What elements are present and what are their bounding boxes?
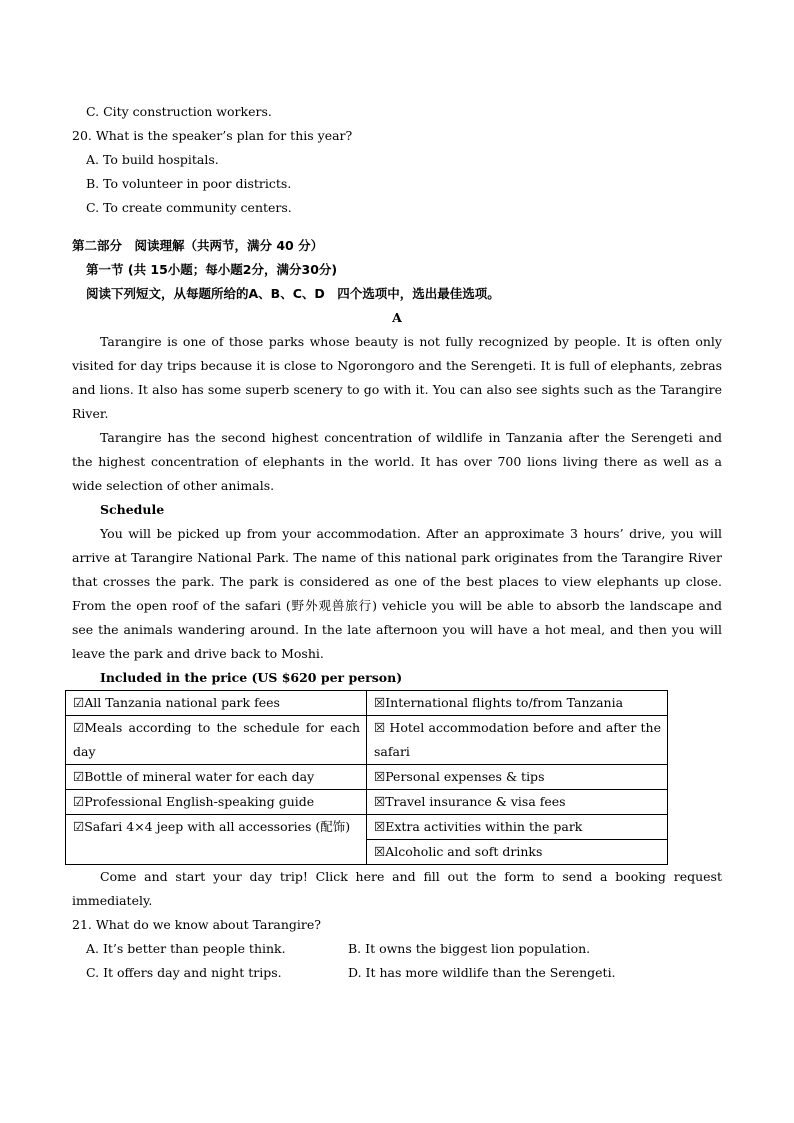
schedule-heading: Schedule (100, 502, 165, 517)
section-title: 第二部分 阅读理解（共两节，满分 40 分） (72, 238, 324, 253)
excluded-item: ☒International flights to/from Tanzania (367, 691, 668, 716)
passage-paragraph-2: Tarangire has the second highest concentration of wildlife in Tanzania after the Serengeti and the highest concentration of elephants in the world. It has over 700 lions living there as well as a wide selection of other animals. (72, 430, 722, 493)
table-row (66, 691, 668, 716)
included-item: ☑Safari 4×4 jeep with all accessories (配饰) (66, 815, 367, 865)
q20-option-c: C. To create community centers. (86, 200, 292, 215)
q19-option-c: C. City construction workers. (86, 104, 272, 119)
excluded-item: ☒ Hotel accommodation before and after the safari (367, 716, 668, 765)
q21-options-row-2 (72, 961, 722, 985)
q21-option-d: D. It has more wildlife than the Serengeti. (348, 965, 616, 980)
passage-paragraph-1: Tarangire is one of those parks whose beauty is not fully recognized by people. It is often only visited for day trips because it is close to Ngorongoro and the Serengeti. It is full of elephants, zebras and lions. It also has some superb scenery to go with it. You can also see sights such as the Tarangire River. (72, 334, 722, 421)
q21-option-b: B. It owns the biggest lion population. (348, 941, 591, 956)
table-row (66, 815, 668, 865)
price-heading: Included in the price (US $620 per person) (100, 670, 403, 685)
table-row (66, 716, 668, 765)
excluded-item: ☒Travel insurance & visa fees (367, 790, 668, 815)
included-item: ☑All Tanzania national park fees (66, 691, 367, 716)
passage-paragraph-3: You will be picked up from your accommodation. After an approximate 3 hours’ drive, you will arrive at Tarangire National Park. The name of this national park originates from the Tarangire River that crosses the park. The park is considered as one of the best places to view elephants up close. From the open roof of the safari (野外观兽旅行) vehicle you will be able to absorb the landscape and see the animals wandering around. In the late afternoon you will have a hot meal, and then you will leave the park and drive back to Moshi. (72, 526, 722, 661)
table-row (66, 765, 668, 790)
subsection-title: 第一节 (共 15小题；每小题2分，满分30分) (86, 262, 338, 277)
excluded-item: ☒Personal expenses & tips (367, 765, 668, 790)
passage-label: A (392, 310, 402, 325)
price-table (65, 690, 668, 865)
included-item: ☑Meals according to the schedule for each day (66, 716, 367, 765)
q21-option-c: C. It offers day and night trips. (86, 965, 282, 980)
excluded-items-group (367, 815, 668, 865)
q20-question: 20. What is the speaker’s plan for this year? (72, 128, 353, 143)
excluded-item: ☒Alcoholic and soft drinks (367, 839, 667, 864)
included-item: ☑Professional English-speaking guide (66, 790, 367, 815)
table-row (66, 790, 668, 815)
q20-option-a: A. To build hospitals. (86, 152, 219, 167)
included-item: ☑Bottle of mineral water for each day (66, 765, 367, 790)
document-page (72, 100, 722, 985)
closing-paragraph: Come and start your day trip! Click here and fill out the form to send a booking request immediately. (72, 869, 722, 908)
section-instruction: 阅读下列短文，从每题所给的A、B、C、D 四个选项中，选出最佳选项。 (86, 286, 500, 301)
excluded-item: ☒Extra activities within the park (374, 819, 583, 834)
q21-question: 21. What do we know about Tarangire? (72, 917, 321, 932)
q21-option-a: A. It’s better than people think. (86, 941, 286, 956)
q20-option-b: B. To volunteer in poor districts. (86, 176, 292, 191)
q21-options-row-1 (72, 937, 722, 961)
